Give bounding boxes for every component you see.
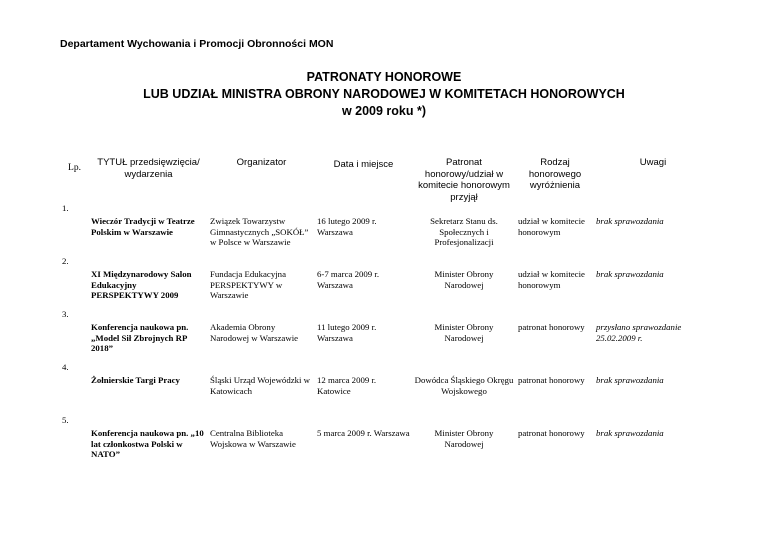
spacer-cell	[516, 203, 594, 216]
spacer-cell	[594, 309, 712, 322]
spacer-cell	[315, 203, 412, 216]
column-header-lp: Lp.	[68, 163, 81, 173]
row-number-line	[60, 309, 712, 322]
cell-notes: przysłano sprawozdanie 25.02.2009 r.	[596, 322, 682, 343]
document-title-line-2: LUB UDZIAŁ MINISTRA OBRONY NARODOWEJ W KOMITETACH HONOROWYCH	[143, 87, 625, 101]
cell-organizer: Fundacja Edukacyjna PERSPEKTYWY w Warszawie	[210, 269, 286, 300]
cell-distinction: udział w komitecie honorowym	[518, 216, 585, 237]
spacer-cell	[89, 309, 208, 322]
cell-title: Konferencja naukowa pn. „10 lat członkostwa Polski w NATO”	[91, 428, 204, 459]
spacer-cell	[516, 309, 594, 322]
spacer-cell	[516, 362, 594, 375]
cell-patronage: Minister Obrony Narodowej	[434, 269, 494, 290]
row-number-line	[60, 203, 712, 216]
cell-patronage: Minister Obrony Narodowej	[434, 428, 494, 449]
cell-organizer: Akademia Obrony Narodowej w Warszawie	[210, 322, 299, 343]
spacer-cell	[89, 256, 208, 269]
spacer-cell	[208, 309, 315, 322]
spacer-cell	[594, 415, 712, 428]
cell-date-place: 16 lutego 2009 r. Warszawa	[317, 216, 377, 237]
spacer-cell	[60, 375, 89, 415]
cell-patronage: Sekretarz Stanu ds. Społecznych i Profesjonalizacji	[430, 216, 498, 247]
spacer-cell	[516, 415, 594, 428]
table-row	[60, 216, 712, 256]
column-header-notes: Uwagi	[639, 157, 667, 168]
cell-title: Konferencja naukowa pn. „Model Sił Zbrojnych RP 2018”	[91, 322, 189, 353]
spacer-cell	[89, 415, 208, 428]
table-row	[60, 375, 712, 415]
cell-title: Wieczór Tradycji w Teatrze Polskim w Warszawie	[91, 216, 195, 237]
spacer-cell	[60, 216, 89, 256]
row-number: 5.	[62, 415, 69, 425]
spacer-cell	[89, 203, 208, 216]
spacer-cell	[594, 362, 712, 375]
spacer-cell	[412, 309, 516, 322]
cell-distinction: patronat honorowy	[518, 428, 585, 438]
spacer-cell	[412, 256, 516, 269]
spacer-cell	[208, 203, 315, 216]
spacer-cell	[60, 322, 89, 362]
spacer-cell	[412, 203, 516, 216]
document-title-line-1: PATRONATY HONOROWE	[306, 70, 462, 84]
cell-organizer: Centralna Biblioteka Wojskowa w Warszawie	[210, 428, 296, 449]
spacer-cell	[315, 415, 412, 428]
cell-distinction: patronat honorowy	[518, 375, 585, 385]
row-number-line	[60, 362, 712, 375]
spacer-cell	[412, 415, 516, 428]
cell-patronage: Dowódca Śląskiego Okręgu Wojskowego	[414, 375, 514, 396]
cell-date-place: 5 marca 2009 r. Warszawa	[317, 428, 410, 438]
cell-date-place: 11 lutego 2009 r. Warszawa	[317, 322, 377, 343]
spacer-cell	[208, 256, 315, 269]
row-number: 2.	[62, 256, 69, 266]
cell-distinction: udział w komitecie honorowym	[518, 269, 585, 290]
column-header-date-place: Data i miejsce	[333, 159, 394, 170]
cell-distinction: patronat honorowy	[518, 322, 585, 332]
row-number: 4.	[62, 362, 69, 372]
cell-date-place: 6-7 marca 2009 r. Warszawa	[317, 269, 380, 290]
spacer-cell	[60, 269, 89, 309]
spacer-cell	[208, 415, 315, 428]
row-number-line	[60, 256, 712, 269]
spacer-cell	[594, 203, 712, 216]
cell-organizer: Śląski Urząd Wojewódzki w Katowicach	[210, 375, 311, 396]
row-number: 1.	[62, 203, 69, 213]
table-row	[60, 428, 712, 470]
table-header-row	[60, 149, 712, 203]
cell-notes: brak sprawozdania	[596, 375, 664, 385]
cell-organizer: Związek Towarzystw Gimnastycznych „SOKÓŁ” w Polsce w Warszawie	[210, 216, 309, 247]
spacer-cell	[315, 256, 412, 269]
column-header-distinction: Rodzaj honorowego wyróżnienia	[528, 157, 582, 191]
table-row	[60, 269, 712, 309]
cell-date-place: 12 marca 2009 r. Katowice	[317, 375, 377, 396]
spacer-cell	[208, 362, 315, 375]
spacer-cell	[60, 428, 89, 470]
column-header-title: TYTUŁ przedsięwzięcia/ wydarzenia	[97, 157, 200, 180]
spacer-cell	[315, 309, 412, 322]
table-row	[60, 322, 712, 362]
spacer-cell	[516, 256, 594, 269]
spacer-cell	[594, 256, 712, 269]
cell-notes: brak sprawozdania	[596, 269, 664, 279]
column-header-organizer: Organizator	[236, 157, 287, 168]
cell-patronage: Minister Obrony Narodowej	[434, 322, 494, 343]
cell-title: Żołnierskie Targi Pracy	[91, 375, 180, 385]
cell-title: XI Międzynarodowy Salon Edukacyjny PERSPEKTYWY 2009	[91, 269, 192, 300]
spacer-cell	[412, 362, 516, 375]
patronage-table	[60, 149, 712, 470]
row-number-line	[60, 415, 712, 428]
department-name: Departament Wychowania i Promocji Obronności MON	[60, 38, 334, 50]
document-title-line-3: w 2009 roku *)	[341, 104, 427, 118]
row-number: 3.	[62, 309, 69, 319]
cell-notes: brak sprawozdania	[596, 216, 664, 226]
column-header-patronage: Patronat honorowy/udział w komitecie honorowym przyjął	[418, 157, 510, 203]
spacer-cell	[315, 362, 412, 375]
spacer-cell	[89, 362, 208, 375]
cell-notes: brak sprawozdania	[596, 428, 664, 438]
